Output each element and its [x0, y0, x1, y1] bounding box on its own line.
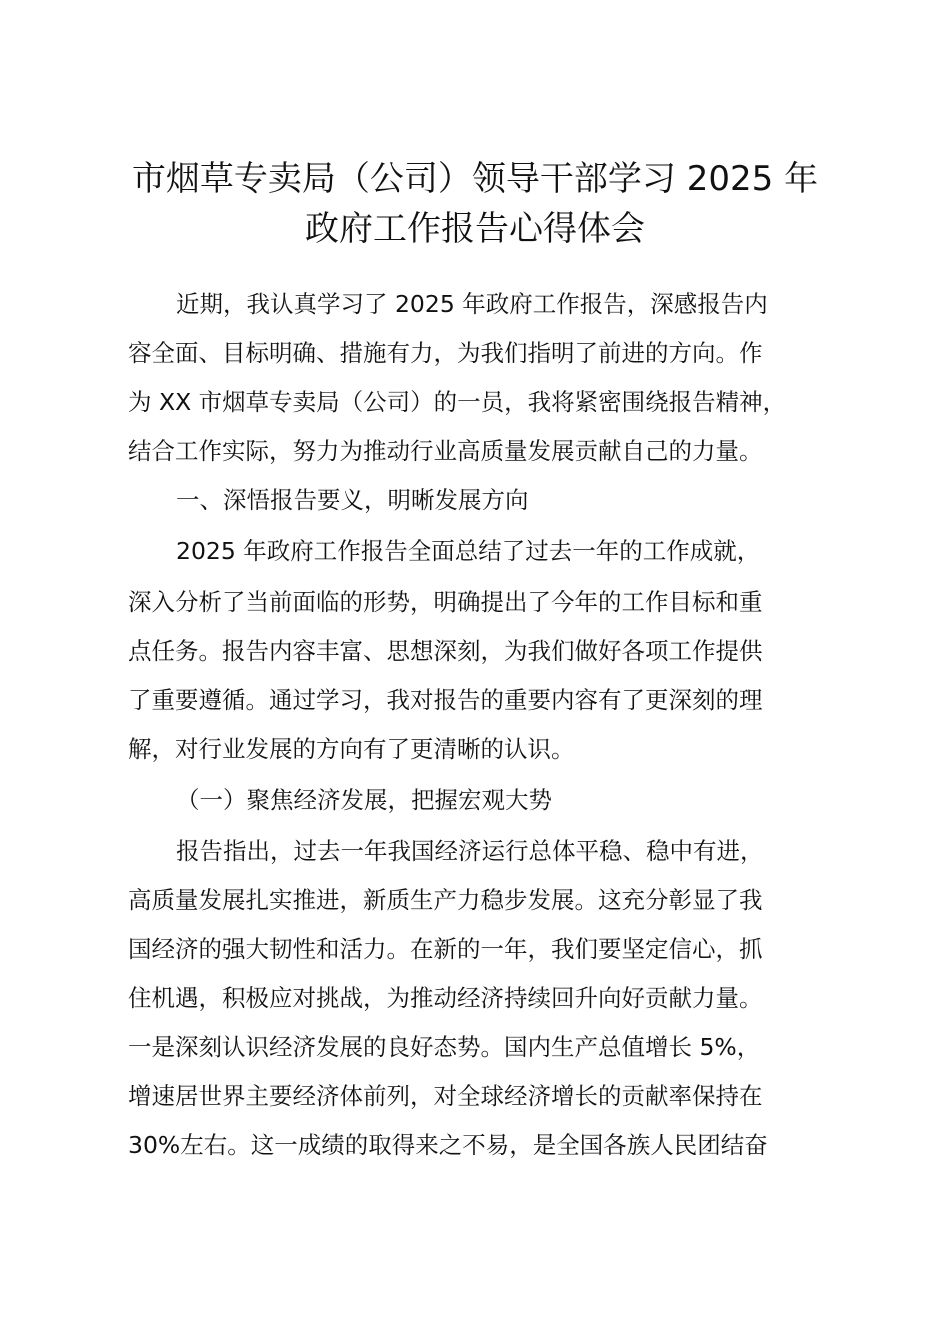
paragraph-line: 2025 年政府工作报告全面总结了过去一年的工作成就，: [176, 537, 761, 565]
paragraph-line: 点任务。报告内容丰富、思想深刻，为我们做好各项工作提供: [128, 637, 763, 665]
paragraph-line: 解，对行业发展的方向有了更清晰的认识。: [128, 735, 575, 763]
paragraph-line: 了重要遵循。通过学习，我对报告的重要内容有了更深刻的理: [128, 686, 763, 714]
document-title-line-2: 政府工作报告心得体会: [305, 209, 645, 249]
paragraph-line: 为 XX 市烟草专卖局（公司）的一员，我将紧密围绕报告精神，: [128, 388, 787, 416]
document-title-line-1: 市烟草专卖局（公司）领导干部学习 2025 年: [131, 159, 819, 199]
section-heading: 一、深悟报告要义，明晰发展方向: [176, 486, 529, 514]
paragraph-line: 高质量发展扎实推进，新质生产力稳步发展。这充分彰显了我: [128, 886, 763, 914]
subsection-heading: （一）聚焦经济发展，把握宏观大势: [176, 786, 552, 814]
paragraph-line: 国经济的强大韧性和活力。在新的一年，我们要坚定信心，抓: [128, 935, 763, 963]
paragraph-line: 深入分析了当前面临的形势，明确提出了今年的工作目标和重: [128, 588, 763, 616]
paragraph-line: 住机遇，积极应对挑战，为推动经济持续回升向好贡献力量。: [128, 984, 763, 1012]
paragraph-line: 一是深刻认识经济发展的良好态势。国内生产总值增长 5%，: [128, 1033, 761, 1061]
paragraph-line: 30%左右。这一成绩的取得来之不易，是全国各族人民团结奋: [128, 1131, 768, 1159]
paragraph-line: 容全面、目标明确、措施有力，为我们指明了前进的方向。作: [128, 339, 763, 367]
paragraph-line: 结合工作实际，努力为推动行业高质量发展贡献自己的力量。: [128, 437, 763, 465]
paragraph-line: 近期，我认真学习了 2025 年政府工作报告，深感报告内: [176, 290, 768, 318]
paragraph-line: 报告指出，过去一年我国经济运行总体平稳、稳中有进，: [176, 837, 764, 865]
paragraph-line: 增速居世界主要经济体前列，对全球经济增长的贡献率保持在: [128, 1082, 763, 1110]
